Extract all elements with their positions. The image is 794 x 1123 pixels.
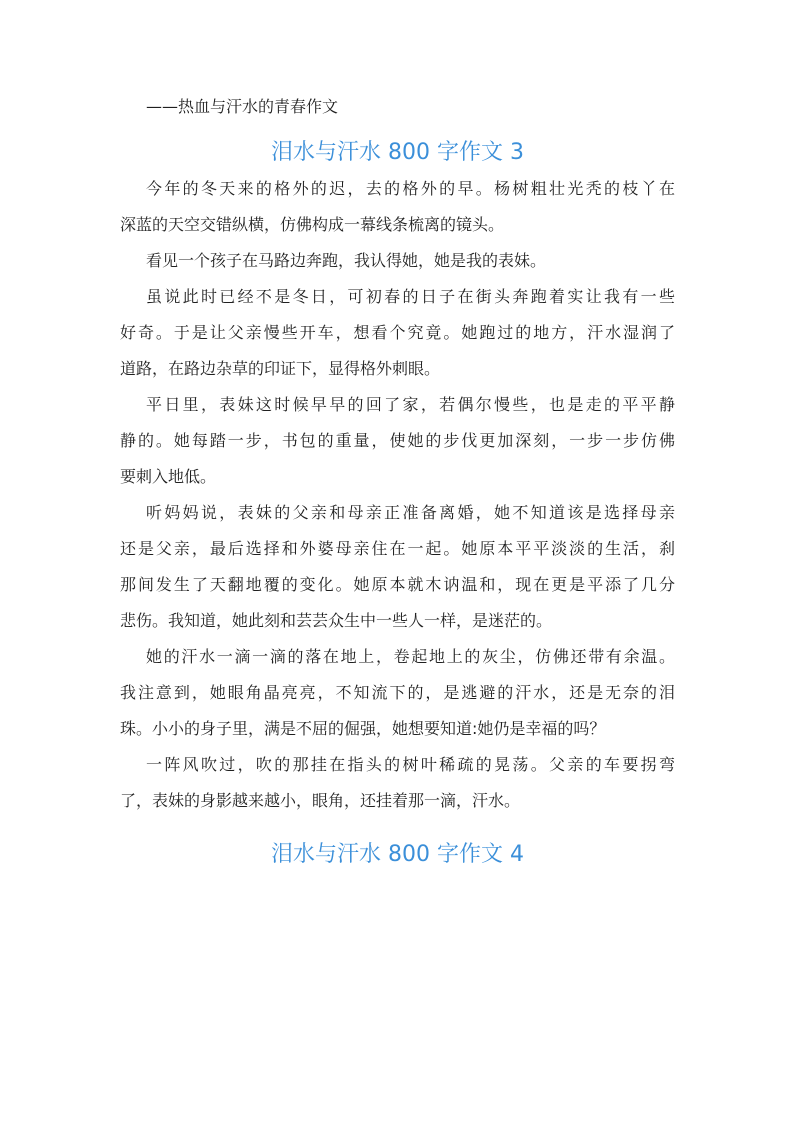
paragraph-line: 那间发生了天翻地覆的变化。她原本就木讷温和，现在更是平添了几分 <box>120 575 675 594</box>
paragraph-line: 要刺入地低。 <box>120 467 217 486</box>
paragraph <box>120 647 675 755</box>
paragraph-line: 虽说此时已经不是冬日，可初春的日子在街头奔跑着实让我有一些 <box>146 287 675 306</box>
paragraph-line: 听妈妈说，表妹的父亲和母亲正准备离婚，她不知道该是选择母亲 <box>146 503 675 522</box>
document-page <box>120 97 675 869</box>
paragraph-line: 我注意到，她眼角晶亮亮，不知流下的，是逃避的汗水，还是无奈的泪 <box>120 683 675 702</box>
paragraph-line: 今年的冬天来的格外的迟，去的格外的早。杨树粗壮光秃的枝丫在 <box>146 179 675 198</box>
paragraph-line: 一阵风吹过，吹的那挂在指头的树叶稀疏的晃荡。父亲的车要拐弯 <box>146 755 675 774</box>
paragraph-line: 道路，在路边杂草的印证下，显得格外刺眼。 <box>120 359 441 378</box>
paragraph <box>120 179 675 251</box>
paragraph <box>120 503 675 647</box>
paragraph-line: 了，表妹的身影越来越小，眼角，还挂着那一滴，汗水。 <box>120 791 521 810</box>
section-heading-3: 泪水与汗水 800 字作文 3 <box>271 140 524 165</box>
paragraph-line: 深蓝的天空交错纵横，仿佛构成一幕线条梳离的镜头。 <box>120 215 505 234</box>
paragraph-line: 珠。小小的身子里，满是不屈的倔强，她想要知道:她仍是幸福的吗？ <box>120 719 606 738</box>
paragraph <box>120 251 675 287</box>
paragraph-line: 她的汗水一滴一滴的落在地上，卷起地上的灰尘，仿佛还带有余温。 <box>146 647 675 666</box>
paragraph-line: 平日里，表妹这时候早早的回了家，若偶尔慢些，也是走的平平静 <box>146 395 675 414</box>
paragraph <box>120 395 675 503</box>
paragraph-line: 看见一个孩子在马路边奔跑，我认得她，她是我的表妹。 <box>146 251 547 270</box>
section-heading-4: 泪水与汗水 800 字作文 4 <box>271 842 524 867</box>
body-text <box>120 179 675 827</box>
paragraph-line: 静的。她每踏一步，书包的重量，使她的步伐更加深刻，一步一步仿佛 <box>120 431 675 450</box>
paragraph-line: 悲伤。我知道，她此刻和芸芸众生中一些人一样，是迷茫的。 <box>120 611 553 630</box>
paragraph <box>120 287 675 395</box>
subtitle-line: ——热血与汗水的青春作文 <box>146 97 339 116</box>
paragraph-line: 还是父亲，最后选择和外婆母亲住在一起。她原本平平淡淡的生活，刹 <box>120 539 675 558</box>
paragraph-line: 好奇。于是让父亲慢些开车，想看个究竟。她跑过的地方，汗水湿润了 <box>120 323 675 342</box>
paragraph <box>120 755 675 827</box>
